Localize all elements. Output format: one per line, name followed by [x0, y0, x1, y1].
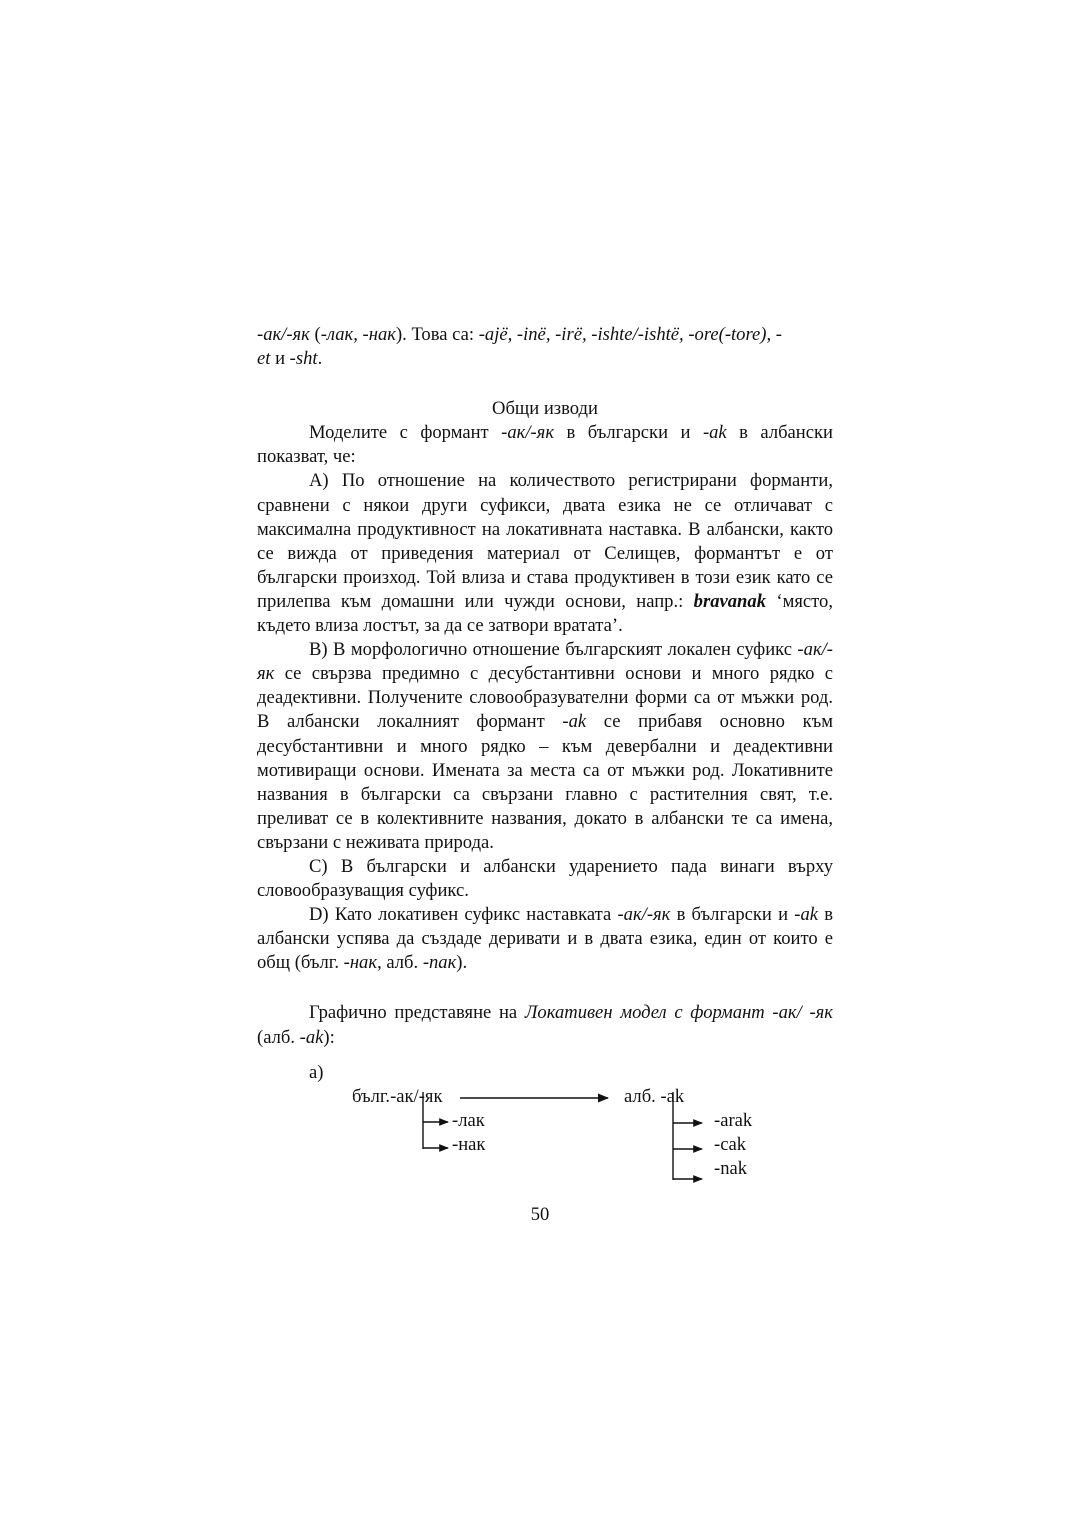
point-c-paragraph: С) В български и албански ударението пада винаги върху словообразуващия суфикс. [257, 855, 833, 902]
intro-paragraph: Моделите с формант -ак/-як в български и -ak в албански показват, че: [257, 422, 833, 468]
alb-root-label: алб. -ak [624, 1086, 685, 1107]
bravanak-term: bravanak [693, 590, 766, 612]
diagram-item-label: а) [309, 1062, 324, 1083]
point-d-paragraph: D) Като локативен суфикс наставката -ак/-як в български и -ak в албански успява да създаде деривати и в двата езика, един от които е общ (бълг. -нак, алб. -пак). [257, 904, 833, 974]
alb-child-nak: -nak [714, 1158, 748, 1179]
albanian-suffix-list: -ajë, -inë, -irë, -ishte/-ishtë, -ore(-tore), - [478, 324, 782, 345]
paragraph-continuation: -ак/-як (-лак, -нак). Това са: -ajë, -inë, -irë, -ishte/-ishtë, -ore(-tore), - et и -sht. [257, 324, 782, 370]
section-heading: Общи изводи [492, 398, 598, 420]
page-number: 50 [530, 1204, 550, 1225]
point-b-paragraph: В) В морфологично отношение българският локален суфикс -ак/-як се свързва предимно с десубстантивни основи и много рядко с деадективни. Получените словообразувателни форми са от мъжки род. В албански локалният формант -ak се прибавя основно към десубстантивни и много рядко – към девербални и деадективни мотивиращи основи. Имената за места са от мъжки род. Локативните названия в български са свързани главно с растителния свят, т.е. преливат се в колективните названия, докато в албански те са имена, свързани с неживата природа. [257, 639, 833, 853]
bg-child-nak: -нак [452, 1134, 486, 1155]
graph-caption: Графично представяне на Локативен модел с формант -ак/ -як (алб. -ak): [257, 1002, 833, 1048]
alb-child-cak: -cak [714, 1134, 746, 1155]
alb-child-arak: -arak [714, 1110, 753, 1131]
suffix-bg: -ак/-як [257, 324, 310, 345]
point-a-paragraph: А) По отношение на количеството регистрирани форманти, сравнени с някои други суфикси, двата езика не се отличават с максимална продуктивност на локативната наставка. В албански, както се вижда от приведения материал от Селищев, формантът е от български произход. Той влиза и става продуктивен в този език като се прилепва към домашни или чужди основи, напр.: bravanak ‘място, където влиза лостът, за да се затвори вратата’. [257, 470, 833, 637]
bg-child-lak: -лак [452, 1110, 485, 1131]
bg-root-label: бълг.-ак/-як [352, 1086, 443, 1107]
suffix-variants: -лак, -нак [320, 324, 396, 345]
